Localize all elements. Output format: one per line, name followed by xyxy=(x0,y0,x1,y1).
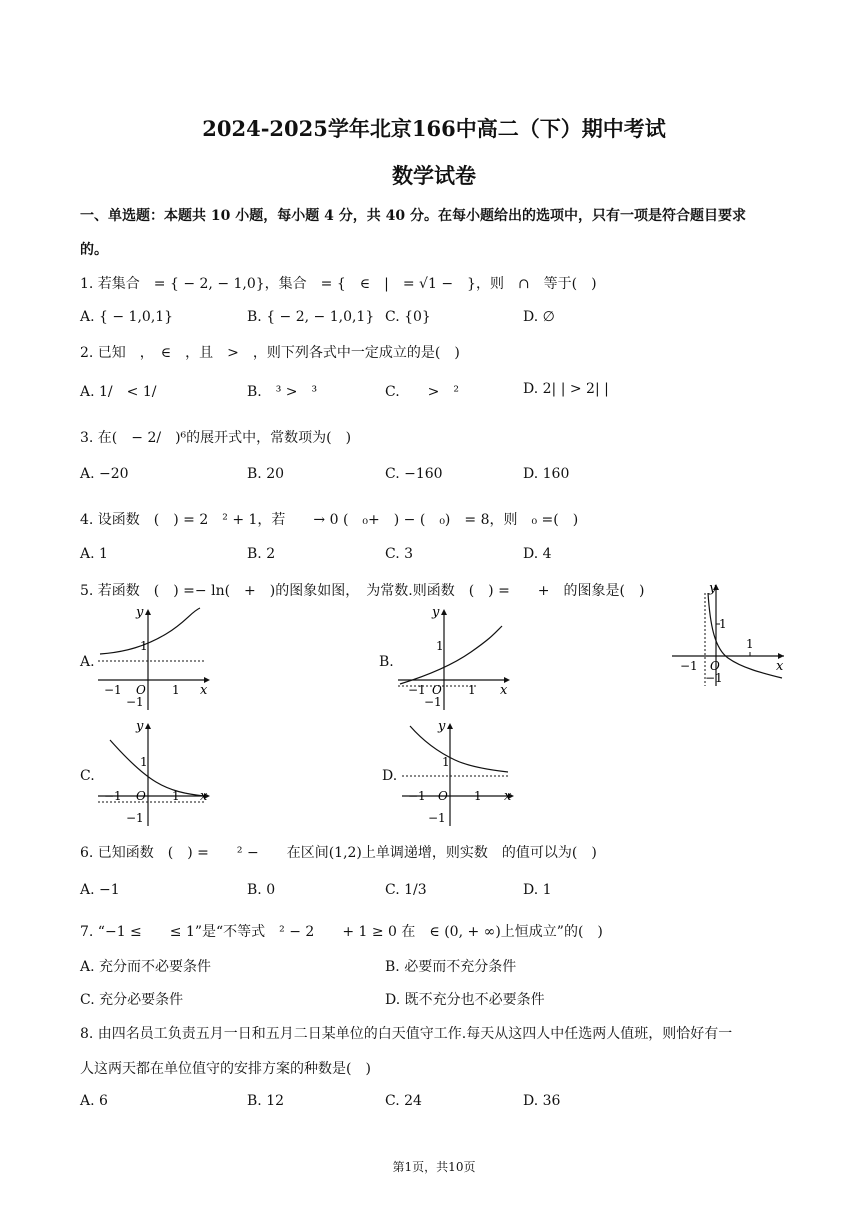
b-tick-x1: 1 xyxy=(468,683,476,697)
page-subtitle: 数学试卷 xyxy=(392,163,476,188)
question-2-stem: 2. 已知 ， ∈ ，且 > ，则下列各式中一定成立的是( ) xyxy=(80,345,460,361)
c-y-label: y xyxy=(136,719,144,734)
q7-option-a: A. 充分而不必要条件 xyxy=(80,959,212,975)
b-tick-xneg1: −1 xyxy=(408,683,426,697)
a-y-label: y xyxy=(136,605,144,620)
ref-tick-y1: 1 xyxy=(719,617,727,631)
a-tick-yneg1: −1 xyxy=(126,695,144,709)
c-tick-y1: 1 xyxy=(140,755,148,769)
section-heading: 一、单选题：本题共 10 小题，每小题 4 分，共 40 分。在每小题给出的选项中，只有一项是符合题目要求 xyxy=(80,208,746,224)
q2-option-b: B. ³ > ³ xyxy=(247,384,318,400)
q5-graph-c xyxy=(96,718,216,828)
q3-option-d: D. 160 xyxy=(523,466,570,482)
question-8-stem-cont: 人这两天都在单位值守的安排方案的种数是( ) xyxy=(80,1061,371,1077)
q6-option-b: B. 0 xyxy=(247,882,276,898)
q1-option-c: C. {0} xyxy=(385,309,431,325)
q6-option-d: D. 1 xyxy=(523,882,552,898)
c-tick-x1: 1 xyxy=(172,789,180,803)
q3-option-b: B. 20 xyxy=(247,466,285,482)
q8-option-a: A. 6 xyxy=(80,1093,108,1109)
ref-tick-x1: 1 xyxy=(746,637,754,651)
q4-option-a: A. 1 xyxy=(80,546,108,562)
d-tick-xneg1: −1 xyxy=(408,789,426,803)
question-1-stem: 1. 若集合 = { − 2, − 1,0}，集合 = { ∈ | = √1 − }，则 ∩ 等于( ) xyxy=(80,276,597,292)
b-y-label: y xyxy=(432,605,440,620)
d-x-label: x xyxy=(504,789,512,804)
q8-option-d: D. 36 xyxy=(523,1093,561,1109)
c-tick-xneg1: −1 xyxy=(104,789,122,803)
b-tick-yneg1: −1 xyxy=(424,695,442,709)
question-3-stem: 3. 在( − 2/ )⁶的展开式中，常数项为( ) xyxy=(80,430,352,446)
question-7-stem: 7. “−1 ≤ ≤ 1”是“不等式 ² − 2 + 1 ≥ 0 在 ∈ (0, + ∞)上恒成立”的( ) xyxy=(80,924,603,940)
a-x-label: x xyxy=(200,683,208,698)
b-x-label: x xyxy=(500,683,508,698)
ref-y-label: y xyxy=(709,581,717,596)
a-tick-x1: 1 xyxy=(172,683,180,697)
question-5-stem: 5. 若函数 ( ) =− ln( + )的图象如图， 为常数.则函数 ( ) = + 的图象是( ) xyxy=(80,583,645,599)
ref-tick-xneg1: −1 xyxy=(680,659,698,673)
a-origin: O xyxy=(136,683,146,697)
d-tick-x1: 1 xyxy=(474,789,482,803)
q7-option-c: C. 充分必要条件 xyxy=(80,992,184,1008)
q5-graph-b xyxy=(396,604,516,712)
q5-option-c: C. xyxy=(80,768,95,784)
question-8-stem: 8. 由四名员工负责五月一日和五月二日某单位的白天值守工作.每天从这四人中任选两人值班，则恰好有一 xyxy=(80,1026,733,1042)
q5-option-a: A. xyxy=(80,654,95,670)
d-origin: O xyxy=(438,789,448,803)
q5-option-b: B. xyxy=(379,654,394,670)
q6-option-c: C. 1/3 xyxy=(385,882,427,898)
q6-option-a: A. −1 xyxy=(80,882,120,898)
q5-reference-graph xyxy=(672,578,788,688)
d-tick-y1: 1 xyxy=(442,755,450,769)
c-tick-yneg1: −1 xyxy=(126,811,144,825)
ref-tick-yneg1: −1 xyxy=(705,671,723,685)
q4-option-b: B. 2 xyxy=(247,546,276,562)
b-origin: O xyxy=(432,683,442,697)
q5-graph-d xyxy=(400,718,520,828)
b-tick-y1: 1 xyxy=(436,639,444,653)
q1-option-d: D. ∅ xyxy=(523,309,555,325)
q5-option-d: D. xyxy=(382,768,398,784)
ref-origin: O xyxy=(710,659,720,673)
q4-option-d: D. 4 xyxy=(523,546,552,562)
c-origin: O xyxy=(136,789,146,803)
q1-option-b: B. { − 2, − 1,0,1} xyxy=(247,309,375,325)
q3-option-c: C. −160 xyxy=(385,466,443,482)
c-x-label: x xyxy=(200,789,208,804)
page-footer: 第1页，共10页 xyxy=(392,1160,476,1174)
d-y-label: y xyxy=(438,719,446,734)
page-title: 2024-2025学年北京166中高二（下）期中考试 xyxy=(202,116,666,141)
q8-option-c: C. 24 xyxy=(385,1093,422,1109)
question-4-stem: 4. 设函数 ( ) = 2 ² + 1，若 → 0 ( ₀+ ) − ( ₀) = 8，则 ₀ =( ) xyxy=(80,512,579,528)
q5-graph-a xyxy=(96,604,216,712)
q7-option-b: B. 必要而不充分条件 xyxy=(385,959,517,975)
a-tick-y1: 1 xyxy=(140,639,148,653)
q2-option-a: A. 1/ < 1/ xyxy=(80,384,157,400)
q4-option-c: C. 3 xyxy=(385,546,414,562)
q3-option-a: A. −20 xyxy=(80,466,129,482)
a-tick-xneg1: −1 xyxy=(104,683,122,697)
q2-option-c: C. > ² xyxy=(385,384,460,400)
q7-option-d: D. 既不充分也不必要条件 xyxy=(385,992,545,1008)
q8-option-b: B. 12 xyxy=(247,1093,285,1109)
ref-x-label: x xyxy=(776,659,784,674)
section-heading-cont: 的。 xyxy=(80,242,108,258)
q2-option-d: D. 2| | > 2| | xyxy=(523,381,609,397)
q1-option-a: A. { − 1,0,1} xyxy=(80,309,174,325)
d-tick-yneg1: −1 xyxy=(428,811,446,825)
question-6-stem: 6. 已知函数 ( ) = ² − 在区间(1,2)上单调递增，则实数 的值可以为( ) xyxy=(80,845,597,861)
